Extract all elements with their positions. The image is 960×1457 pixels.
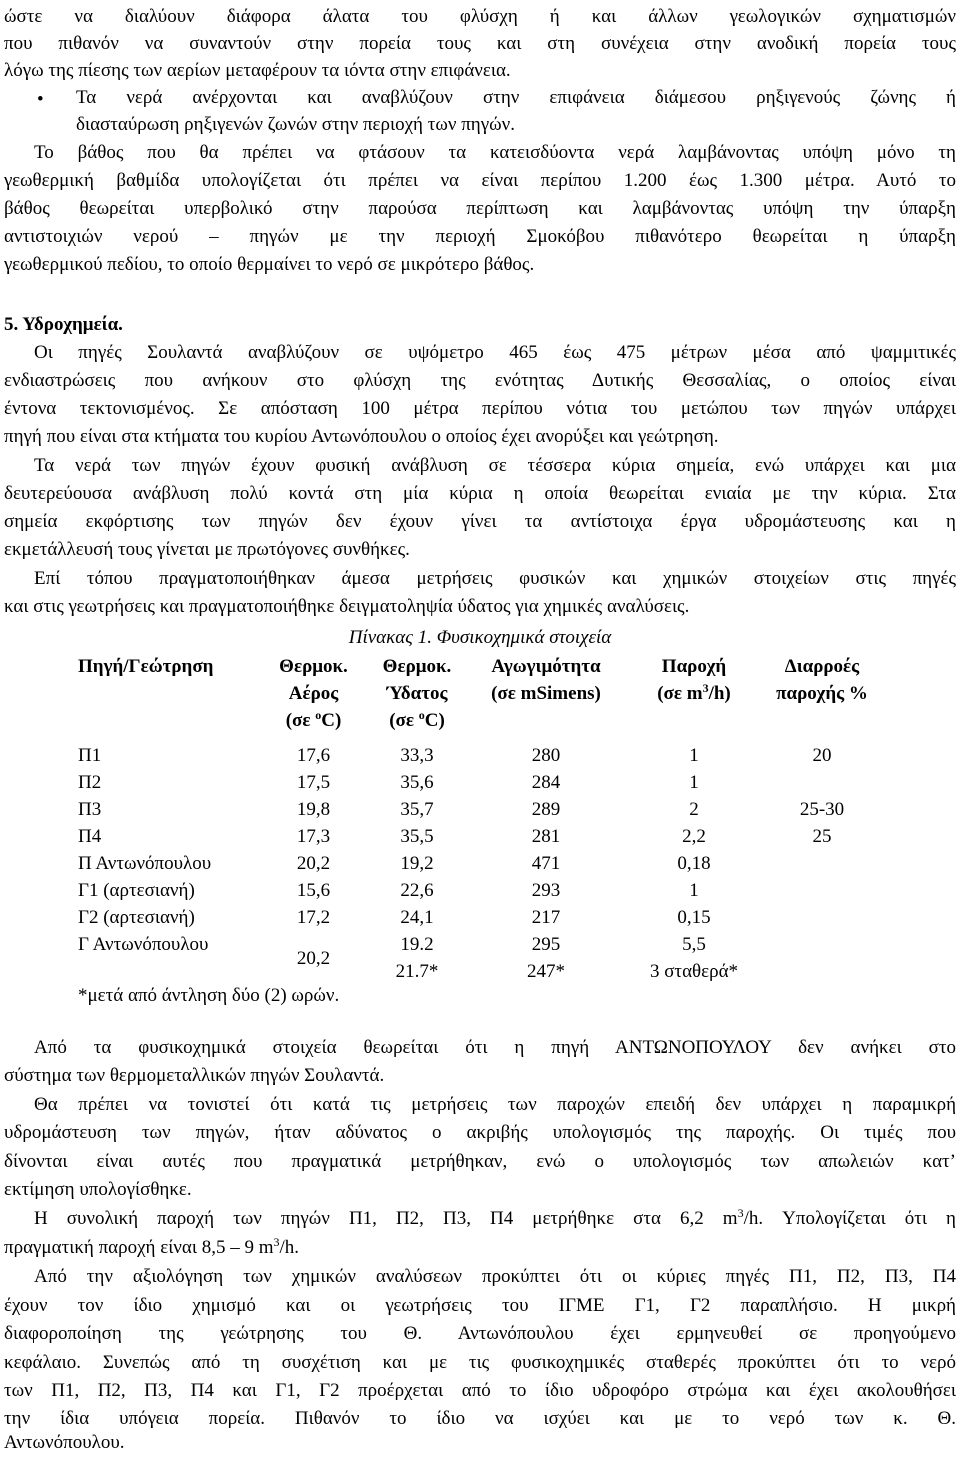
table-cell — [763, 904, 881, 931]
table-cell: 1 — [689, 772, 699, 793]
table-cell — [763, 769, 881, 796]
column-header: Αγωγιμότητα (σε mSimens) — [491, 656, 601, 704]
table-row — [78, 850, 881, 877]
table-cell: 20,2 — [296, 853, 331, 874]
bullet-icon: • — [37, 89, 44, 110]
table-row — [78, 769, 881, 796]
table-cell: 0,18 — [677, 853, 711, 874]
bullet-text: Τα νερά ανέρχονται και αναβλύζουν στην επιφάνεια διάμεσου ρηξιγενούς ζώνης ή — [76, 87, 956, 108]
table-cell: Γ2 (αρτεσιανή) — [78, 907, 195, 928]
table-cell: 25-30 — [799, 799, 845, 820]
section-heading: 5. Υδροχημεία. — [4, 314, 123, 335]
table-cell: 1 — [689, 880, 699, 901]
column-header: Πηγή/Γεώτρηση — [78, 656, 214, 677]
table-cell: Π3 — [78, 799, 102, 820]
text-line: γεωθερμικού πεδίου, το οποίο θερμαίνει το νερό σε μικρότερο βάθος. — [4, 254, 535, 275]
table-cell: 19,2 — [400, 853, 434, 874]
bullet-text: διασταύρωση ρηξιγενών ζωνών στην περιοχή των πηγών. — [76, 114, 515, 135]
table-cell: Π4 — [78, 826, 102, 847]
table-cell — [763, 877, 881, 904]
text-line: Θα πρέπει να τονιστεί ότι κατά τις μετρήσεις των παροχών επειδή δεν υπάρχει η παραμικρή — [34, 1094, 956, 1115]
text-line: Από την αξιολόγηση των χημικών αναλύσεων προκύπτει ότι οι κύριες πηγές Π1, Π2, Π3, Π4 — [34, 1266, 956, 1287]
bullet-item — [0, 85, 960, 111]
table-cell: 22,6 — [400, 880, 434, 901]
text-line: ώστε να διαλύουν διάφορα άλατα του φλύσχη ή και άλλων γεωλογικών σχηματισμών — [4, 6, 956, 27]
text-line: έχουν τον ίδιο χημισμό και οι γεωτρήσεις του ΙΓΜΕ Γ1, Γ2 παραπλήσιο. Η μικρή — [4, 1295, 956, 1316]
text-line: Αντωνόπουλου. — [4, 1432, 125, 1453]
table-cell: 295 247* — [527, 934, 565, 982]
text-line: ενδιαστρώσεις που ανήκουν στο φλύσχη της ενότητας Δυτικής Θεσσαλίας, ο οποίος είναι — [4, 370, 956, 391]
text-line: δευτερεύουσα ανάβλυση πολύ κοντά στη μία κύρια η οποία θεωρείται ενιαία με την κύρια. Στα — [4, 483, 956, 504]
text-line: βάθος θεωρείται υπερβολικό στην παρούσα περίπτωση και λαμβάνοντας υπόψη την ύπαρξη — [4, 198, 956, 219]
table-cell: Γ Αντωνόπουλου — [78, 934, 209, 955]
table-cell: 19.2 21.7* — [395, 934, 439, 982]
table-cell: 281 — [531, 826, 561, 847]
text-line: των Π1, Π2, Π3, Π4 και Γ1, Γ2 προέρχεται από το ίδιο υδροφόρο στρώμα και έχει ακολουθήσει — [4, 1380, 956, 1401]
table-row — [78, 931, 881, 985]
table-cell: 35,7 — [400, 799, 434, 820]
text-line: υδρομάστευση των πηγών, ήταν αδύνατος ο ακριβής υπολογισμός της παροχής. Οι τιμές που — [4, 1122, 956, 1143]
table-header-row — [78, 653, 881, 734]
text-line: σημεία εκφόρτισης των πηγών δεν έχουν γίνει τα αντίστοιχα έργα υδρομάστευσης και η — [4, 511, 956, 532]
table-cell: 217 — [531, 907, 561, 928]
table-row — [78, 823, 881, 850]
text-line: πραγματική παροχή είναι 8,5 – 9 $m^3/h$. — [4, 1235, 300, 1258]
table-cell: 293 — [531, 880, 561, 901]
text-line: που πιθανόν να συναντούν στην πορεία τους και στη συνέχεια στην ανοδική πορεία τους — [4, 33, 956, 54]
table-cell: Γ1 (αρτεσιανή) — [78, 880, 195, 901]
table-cell: 20,2 — [296, 947, 331, 969]
table-cell: 17,2 — [296, 907, 331, 928]
table-row — [78, 742, 881, 769]
table-cell: 19,8 — [296, 799, 331, 820]
text-line: πηγή που είναι στα κτήματα του κυρίου Αντωνόπουλου ο οποίος έχει ανορύξει και γεώτρηση. — [4, 426, 719, 447]
text-line: εκτίμηση υπολογίσθηκε. — [4, 1179, 192, 1200]
table-cell — [763, 850, 881, 877]
table-cell: 1 — [689, 745, 699, 766]
table-row — [78, 904, 881, 931]
table-cell: Π1 — [78, 745, 102, 766]
text-line: αντιστοιχιών νερού – πηγών με την περιοχή Σμοκόβου πιθανότερο θεωρείται η ύπαρξη — [4, 226, 956, 247]
table-cell: 2 — [689, 799, 699, 820]
table-cell: 25 — [812, 826, 832, 847]
table-cell: 289 — [531, 799, 561, 820]
text-line: κεφάλαιο. Συνεπώς από τη συσχέτιση και με τις φυσικοχημικές σταθερές προκύπτει ότι το νερό — [4, 1352, 956, 1373]
table-footnote: *μετά από άντληση δύο (2) ωρών. — [78, 985, 340, 1006]
text-line: Από τα φυσικοχημικά στοιχεία θεωρείται ότι η πηγή ΑΝΤΩΝΟΠΟΥΛΟΥ δεν ανήκει στο — [34, 1037, 956, 1058]
table-cell: 33,3 — [400, 745, 434, 766]
text-line: την ίδια υπόγεια πορεία. Πιθανόν το ίδιο να ισχύει και με το νερό των κ. Θ. — [4, 1408, 956, 1429]
table-row — [78, 796, 881, 823]
text-line: Οι πηγές Σουλαντά αναβλύζουν σε υψόμετρο 465 έως 475 μέτρων μέσα από ψαμμιτικές — [34, 342, 956, 363]
column-header: Θερμοκ. Αέρος (σε $^o$C) — [279, 656, 348, 731]
table-cell: Π2 — [78, 772, 102, 793]
table-cell: 5,5 3 σταθερά* — [649, 934, 739, 982]
table-cell: 35,5 — [400, 826, 434, 847]
table-caption: Πίνακας 1. Φυσικοχημικά στοιχεία — [348, 627, 612, 648]
table-cell: 471 — [531, 853, 561, 874]
physicochemical-table — [78, 653, 881, 985]
text-line: έντονα τεκτονισμένος. Σε απόσταση 100 μέτρα περίπου νότια του μετώπου των πηγών υπάρχει — [4, 398, 956, 419]
table-cell: 24,1 — [400, 907, 434, 928]
table-cell: 0,15 — [677, 907, 711, 928]
column-header: Θερμοκ. Ύδατος (σε $^o$C) — [382, 656, 452, 731]
text-line: Επί τόπου πραγματοποιήθηκαν άμεσα μετρήσεις φυσικών και χημικών στοιχείων στις πηγές — [34, 568, 956, 589]
column-header: Διαρροές παροχής % — [776, 656, 868, 704]
text-line: και στις γεωτρήσεις και πραγματοποιήθηκε δειγματοληψία ύδατος για χημικές αναλύσεις. — [4, 596, 690, 617]
table-cell: 17,3 — [296, 826, 331, 847]
text-line: δίνονται είναι αυτές που πραγματικά μετρήθηκαν, ενώ ο υπολογισμός των απωλειών κατ’ — [4, 1151, 956, 1172]
table-cell: 17,5 — [296, 772, 331, 793]
text-line: Τα νερά των πηγών έχουν φυσική ανάβλυση σε τέσσερα κύρια σημεία, ενώ υπάρχει και μια — [34, 455, 956, 476]
table-cell: 17,6 — [296, 745, 331, 766]
text-line: εκμετάλλευσή τους γίνεται με πρωτόγονες συνθήκες. — [4, 539, 410, 560]
text-line: διαφοροποίηση της γεώτρησης του Θ. Αντωνόπουλου έχει ερμηνευθεί σε προηγούμενο — [4, 1323, 956, 1344]
table-cell: 15,6 — [296, 880, 331, 901]
text-line: Το βάθος που θα πρέπει να φτάσουν τα κατεισδύοντα νερά λαμβάνοντας υπόψη μόνο τη — [34, 142, 956, 163]
text-line: γεωθερμική βαθμίδα υπολογίζεται ότι πρέπει να είναι περίπου 1.200 έως 1.300 μέτρα. Αυτό το — [4, 170, 956, 191]
text-line: σύστημα των θερμομεταλλικών πηγών Σουλαντά. — [4, 1065, 385, 1086]
text-line: λόγω της πίεσης των αερίων μεταφέρουν τα ιόντα στην επιφάνεια. — [4, 60, 511, 81]
table-cell: 20 — [812, 745, 832, 766]
table-row — [78, 877, 881, 904]
table-cell: Π Αντωνόπουλου — [78, 853, 212, 874]
table-cell: 35,6 — [400, 772, 434, 793]
column-header: Παροχή (σε $m^3/h$) — [657, 656, 731, 704]
table-cell: 280 — [531, 745, 561, 766]
table-cell: 2,2 — [682, 826, 706, 847]
text-line: Η συνολική παροχή των πηγών Π1, Π2, Π3, Π4 μετρήθηκε στα 6,2 $m^3/h$. Υπολογίζεται ότι η — [34, 1206, 956, 1229]
table-cell: 284 — [531, 772, 561, 793]
table-cell — [763, 931, 881, 985]
